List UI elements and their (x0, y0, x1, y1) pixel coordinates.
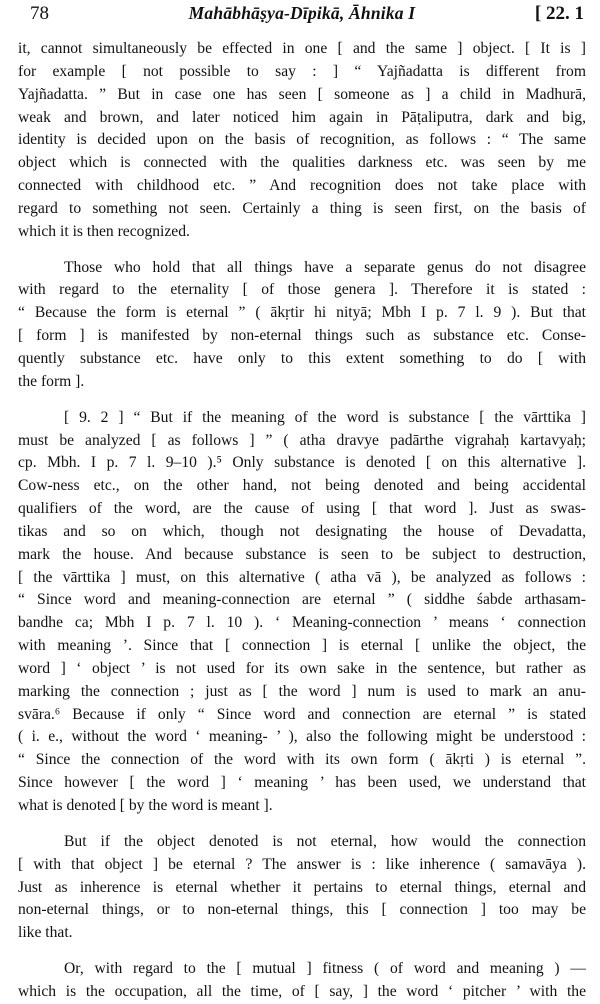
running-header (18, 0, 586, 38)
running-title: Mahābhāṣya-Dīpikā, Āhnika I (188, 3, 416, 23)
text-line: Cow-ness etc., on the other hand, not being denoted and being accidental (18, 477, 586, 495)
text-line: bandhe ca; Mbh I p. 7 l. 10 ). ‘ Meaning-connection ’ means ‘ connection (18, 614, 586, 632)
text-line: object which is connected with the qualities darkness etc. was seen by me (18, 154, 586, 172)
text-line: tikas and so on which, though not designating the house of Devadatta, (18, 522, 586, 540)
text-line: Since however [ the word ] ‘ meaning ’ has been used, we understand that (18, 774, 586, 792)
text-line: qualifiers of the word, are the cause of using [ that word ]. Just as swas- (18, 500, 586, 518)
text-line: quently substance etc. have only to this extent something to do [ with (18, 349, 586, 367)
text-line: regard to something not seen. Certainly a thing is seen first, on the basis of (18, 199, 586, 217)
text-line: svāra.⁶ Because if only “ Since word and connection are eternal ” is stated (18, 705, 586, 723)
text-line: Just as inherence is eternal whether it pertains to eternal things, eternal and (18, 878, 586, 896)
page-number: 78 (30, 3, 49, 24)
text-line: Yajñadatta. ” But in case one has seen [ someone as ] a child in Madhurā, (18, 85, 586, 103)
body-text (18, 38, 586, 1004)
text-line: cp. Mbh. I p. 7 l. 9–10 ).⁵ Only substance is denoted [ on this alternative ]. (18, 454, 586, 472)
text-line: weak and brown, and later noticed him again in Pāṭaliputra, dark and big, (18, 108, 586, 126)
text-line: it, cannot simultaneously be effected in one [ and the same ] object. [ It is ] (18, 40, 586, 57)
text-line: the form ]. (18, 372, 85, 390)
text-line: “ Because the form is eternal ” ( ākṛtir hi nityā; Mbh I p. 7 l. 9 ). But that (18, 304, 586, 322)
text-line: But if the object denoted is not eternal, how would the connection (64, 832, 586, 850)
text-line: Those who hold that all things have a separate genus do not disagree (64, 258, 586, 276)
text-line: marking the connection ; just as [ the word ] num is used to mark an anu- (18, 682, 586, 700)
text-line: “ Since the connection of the word with its own form ( ākṛti ) is eternal ”. (18, 751, 586, 769)
paragraph-4 (18, 831, 586, 945)
text-line: “ Since word and meaning-connection are eternal ” ( siddhe śabde arthasam- (18, 591, 586, 609)
text-line: which is the occupation, all the time, of [ say, ] the word ‘ pitcher ’ with the (18, 982, 586, 1000)
text-line: connected with childhood etc. ” And recognition does not take place with (18, 177, 586, 195)
text-line: which it is then recognized. (18, 222, 190, 240)
text-line: non-eternal things, or to non-eternal things, this [ connection ] too may be (18, 901, 586, 919)
section-number: [ 22. 1 (534, 3, 584, 24)
text-line: mark the house. And because substance is seen to be subject to destruction, (18, 545, 586, 563)
text-line: for example [ not possible to say : ] “ Yajñadatta is different from (18, 62, 586, 80)
paragraph-5 (18, 958, 586, 1004)
text-line: [ form ] is manifested by non-eternal things such as substance etc. Conse- (18, 327, 586, 345)
text-line: word ] ‘ object ’ is not used for its own sake in the sentence, but rather as (18, 659, 586, 677)
text-line: with meaning ’. Since that [ connection ] is eternal [ unlike the object, the (18, 637, 586, 655)
paragraph-3 (18, 407, 586, 818)
text-line: what is denoted [ by the word is meant ]. (18, 797, 273, 814)
text-line: must be analyzed [ as follows ] ” ( atha dravye padārthe vigrahaḥ kartavyaḥ; (18, 431, 586, 449)
text-line: [ 9. 2 ] “ But if the meaning of the word is substance [ the vārttika ] (64, 408, 586, 426)
text-line: with regard to the eternality [ of those genera ]. Therefore it is stated : (18, 281, 586, 299)
text-line: identity is decided upon on the basis of recognition, as follows : “ The same (18, 131, 586, 149)
text-line: Or, with regard to the [ mutual ] fitness ( of word and meaning ) — (64, 960, 586, 978)
text-line: [ with that object ] be eternal ? The answer is : like inherence ( samavāya ). (18, 855, 586, 873)
text-line: like that. (18, 924, 73, 942)
text-line: ( i. e., without the word ‘ meaning- ’ ), also the following might be understood : (18, 728, 586, 746)
paragraph-2 (18, 257, 586, 394)
text-line: [ the vārttika ] must, on this alternative ( atha vā ), be analyzed as follows : (18, 568, 586, 586)
paragraph-1 (18, 38, 586, 244)
